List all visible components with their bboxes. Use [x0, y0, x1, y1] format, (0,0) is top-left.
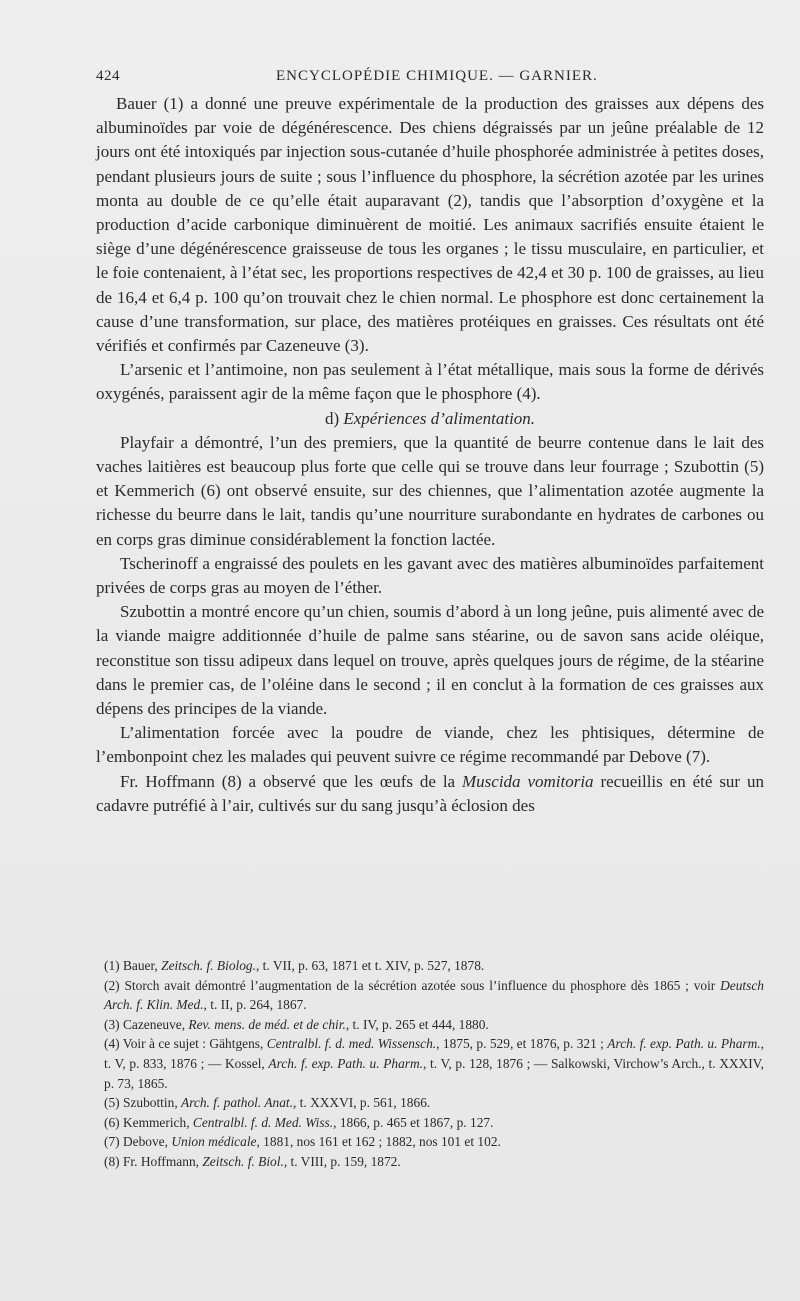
footnote-text: Storch avait démontré l’augmentation de la sécrétion azotée sous l’influence du phosphore dès 1865 ; voir: [124, 977, 721, 993]
footnote-text: , t. II, p. 264, 1867.: [203, 997, 307, 1013]
footnote-text: Szubottin,: [122, 1095, 182, 1111]
footnote-number: (6): [104, 1114, 120, 1130]
footnote: [104, 976, 764, 1015]
footnote-text: , 1881, nos 161 et 162 ; 1882, nos 101 et 102.: [256, 1134, 501, 1150]
footnote-journal: Zeitsch. f. Biol.: [202, 1153, 284, 1169]
footnote: [104, 1015, 764, 1035]
hoffmann-text-after: recueillis en été sur un cadavre putréfié à l’air, cultivés sur du sang jusqu’à éclosion des: [96, 771, 764, 815]
main-text: [96, 92, 764, 818]
footnote-number: (2): [104, 977, 120, 993]
footnote-journal: Zeitsch. f. Biolog.: [161, 958, 256, 973]
hoffmann-text-before: Fr. Hoffmann (8) a observé que les œufs de la: [120, 771, 462, 791]
footnote: [104, 1093, 764, 1113]
footnote-text: , t. XXXVI, p. 561, 1866.: [292, 1095, 431, 1111]
page-number: 424: [96, 68, 120, 84]
footnote-journal: Centralbl. f. d. Med. Wiss.: [192, 1114, 334, 1130]
paragraph-playfair: Playfair a démontré, l’un des premiers, que la quantité de beurre contenue dans le lait des vaches laitières est beaucoup plus forte que celle qui se trouve dans leur fourrage ; Szubottin (5) et Kemmerich (6) ont observé ensuite, sur des chiennes, que l’alimentation azotée augmente la richesse du beurre dans le lait, tandis qu’une nourriture surabondante en hydrates de carbones ou en corps gras diminue considérablement la fonction lactée.: [96, 432, 764, 549]
footnote-journal: Arch. f. exp. Path. u. Pharm.: [268, 1055, 423, 1071]
footnote-number: (7): [104, 1134, 120, 1150]
footnote-journal: Centralbl. f. d. med. Wissensch.: [266, 1036, 437, 1052]
footnote-text: Voir à ce sujet : Gähtgens,: [122, 1036, 267, 1052]
paragraph-tscherinoff: Tscherinoff a engraissé des poulets en les gavant avec des matières albuminoïdes parfaitement privées de corps gras au moyen de l’éther.: [96, 553, 764, 598]
footnote-journal: Arch. f. exp. Path. u. Pharm.: [607, 1036, 761, 1052]
footnote: [104, 1132, 764, 1152]
running-title: ENCYCLOPÉDIE CHIMIQUE. — GARNIER.: [276, 68, 598, 84]
paragraph-szubottin: Szubottin a montré encore qu’un chien, soumis d’abord à un long jeûne, puis alimenté avec de la viande maigre additionnée d’huile de palme sans stéarine, ou de savon sans acide oléique, reconstitue son tissu adipeux dans lequel on trouve, après quelques jours de régime, de la stéarine dans le premier cas, de l’oléine dans le second ; il en conclut à la formation de ces graisses aux dépens des principes de la viande.: [96, 602, 764, 719]
footnote: [104, 956, 764, 976]
footnote-text: , 1875, p. 529, et 1876, p. 321 ;: [436, 1036, 608, 1052]
footnote-text: Fr. Hoffmann,: [122, 1153, 203, 1169]
footnote-text: Cazeneuve,: [122, 1016, 189, 1032]
footnote-text: Bauer,: [122, 958, 162, 973]
footnote-journal: Rev. mens. de méd. et de chir.: [188, 1016, 346, 1032]
section-letter: d): [324, 408, 340, 428]
footnote: [104, 1113, 764, 1133]
footnote-text: , t. V, p. 128, 1876 ; — Salkowski, Virchow’s Arch., t. XXXIV, p. 73, 1865.: [104, 1055, 764, 1091]
footnote-text: , t. IV, p. 265 et 444, 1880.: [345, 1016, 489, 1032]
section-title: Expériences d’alimentation.: [343, 408, 536, 428]
paragraph-debove: L’alimentation forcée avec la poudre de viande, chez les phtisiques, détermine de l’embonpoint chez les malades qui peuvent suivre ce régime recommandé par Debove (7).: [96, 723, 764, 767]
footnote-text: , t. VIII, p. 159, 1872.: [283, 1153, 401, 1169]
paragraph-hoffmann: [96, 770, 764, 818]
paragraph-bauer: Bauer (1) a donné une preuve expérimentale de la production des graisses aux dépens des albuminoïdes par voie de dégénérescence. Des chiens dégraissés par un jeûne préalable de 12 jours ont été intoxiqués par injection sous-cutanée d’huile phosphorée administrée à petites doses, pendant plusieurs jours de suite ; sous l’influence du phosphore, la sécrétion azotée par les urines monta au double de ce qu’elle était auparavant (2), tandis que l’absorption d’oxygène et la production d’acide carbonique diminuèrent de moitié. Les animaux sacrifiés ensuite étaient le siège d’une dégénérescence graisseuse de tous les organes ; le tissu musculaire, en particulier, et le foie contenaient, à l’état sec, les proportions respectives de 42,4 et 30 p. 100 de graisses, au lieu de 16,4 et 6,4 p. 100 qu’on trouvait chez le chien normal. Le phosphore est donc certainement la cause d’une transformation, sur place, des matières protéiques en graisses. Ces résultats ont été vérifiés et confirmés par Cazeneuve (3).: [96, 94, 764, 356]
footnote-text: Kemmerich,: [122, 1114, 193, 1130]
footnote-number: (5): [104, 1095, 120, 1111]
footnote-number: (8): [104, 1153, 120, 1169]
footnote-number: (1): [104, 958, 120, 973]
footnote-number: (3): [104, 1016, 120, 1032]
footnote-text: , t. VII, p. 63, 1871 et t. XIV, p. 527, 1878.: [255, 958, 485, 973]
species-name: Muscida vomitoria: [462, 771, 594, 791]
section-heading: [96, 407, 764, 431]
footnote-journal: Deutsch Arch. f. Klin. Med.: [104, 977, 764, 1013]
footnote-journal: Arch. f. pathol. Anat.: [181, 1095, 293, 1111]
footnotes: [104, 956, 764, 1172]
footnote: [104, 1152, 764, 1172]
footnote-journal: Union médicale: [171, 1134, 257, 1150]
footnote-text: , t. V, p. 833, 1876 ; — Kossel,: [104, 1036, 764, 1071]
footnote-number: (4): [104, 1036, 120, 1052]
footnote-text: Debove,: [122, 1134, 172, 1150]
footnote-text: , 1866, p. 465 et 1867, p. 127.: [333, 1114, 494, 1130]
paragraph-arsenic: L’arsenic et l’antimoine, non pas seulement à l’état métallique, mais sous la forme de dérivés oxygénés, paraissent agir de la même façon que le phosphore (4).: [96, 360, 764, 404]
footnote: [104, 1034, 764, 1093]
